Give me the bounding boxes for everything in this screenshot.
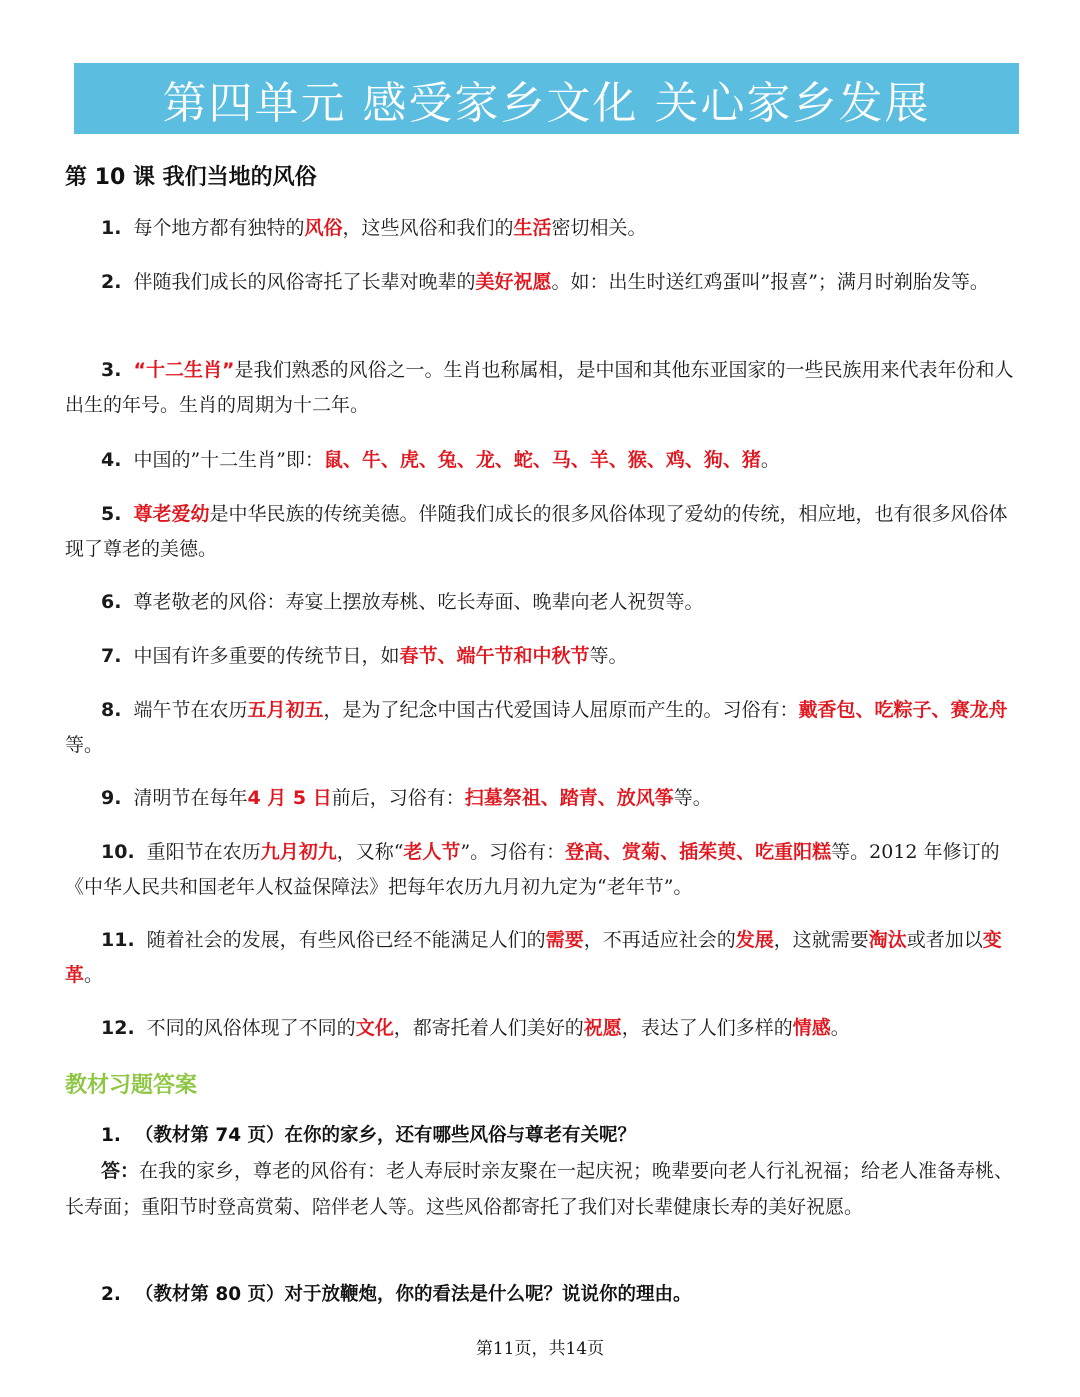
list-item bbox=[65, 443, 1015, 478]
item-text: 是中华民族的传统美德。伴随我们成长的很多风俗体现了爱幼的传统，相应地，也有很多风俗体现了尊老的美德。 bbox=[65, 503, 1008, 560]
lesson-title: 第 10 课 我们当地的风俗 bbox=[65, 165, 317, 190]
item-text: 中国的”十二生肖”即： bbox=[133, 449, 324, 471]
list-item bbox=[65, 639, 1015, 674]
item-number: 1. bbox=[101, 217, 122, 239]
item-number: 6. bbox=[101, 591, 122, 613]
item-text: 每个地方都有独特的 bbox=[133, 217, 305, 239]
highlighted-keyword: 登高、赏菊、插茱萸、吃重阳糕 bbox=[565, 841, 832, 863]
answer-1 bbox=[65, 1153, 1017, 1225]
highlighted-keyword: 九月初九 bbox=[260, 841, 337, 863]
item-number: 2. bbox=[101, 271, 122, 293]
highlighted-keyword: 春节、端午节和中秋节 bbox=[399, 645, 590, 667]
item-text: 端午节在农历 bbox=[133, 699, 248, 721]
item-number: 4. bbox=[101, 449, 122, 471]
item-text: 随着社会的发展，有些风俗已经不能满足人们的 bbox=[146, 929, 546, 951]
item-text: ，是为了纪念中国古代爱国诗人屈原而产生的。习俗有： bbox=[323, 699, 799, 721]
item-text: ，都寄托着人们美好的 bbox=[393, 1017, 584, 1039]
item-text: 等。 bbox=[65, 734, 104, 756]
item-number: 12. bbox=[101, 1017, 135, 1039]
highlighted-keyword: 老人节 bbox=[403, 841, 461, 863]
highlighted-keyword: 发展 bbox=[735, 929, 774, 951]
item-text: 是我们熟悉的风俗之一。生肖也称属相，是中国和其他东亚国家的一些民族用来代表年份和人出生的年号。生肖的周期为十二年。 bbox=[65, 359, 1014, 416]
list-item bbox=[65, 923, 1015, 993]
highlighted-keyword: 扫墓祭祖、踏青、放风筝 bbox=[464, 787, 674, 809]
item-text: ，这些风俗和我们的 bbox=[342, 217, 514, 239]
item-text: 不同的风俗体现了不同的 bbox=[146, 1017, 356, 1039]
item-number: 10. bbox=[101, 841, 135, 863]
item-text: 。 bbox=[84, 964, 104, 986]
list-item bbox=[65, 265, 1015, 300]
highlighted-keyword: 变革 bbox=[65, 929, 1002, 986]
item-number: 11. bbox=[101, 929, 135, 951]
question-number: 1. bbox=[101, 1125, 121, 1146]
highlighted-keyword: 美好祝愿 bbox=[475, 271, 552, 293]
highlighted-keyword: 4 月 5 日 bbox=[247, 787, 332, 809]
item-text: 。 bbox=[830, 1017, 850, 1039]
highlighted-keyword: 需要 bbox=[545, 929, 584, 951]
highlighted-keyword: 文化 bbox=[355, 1017, 394, 1039]
item-text: 前后，习俗有： bbox=[331, 787, 465, 809]
list-item bbox=[65, 211, 1015, 246]
unit-title: 第四单元 感受家乡文化 关心家乡发展 bbox=[162, 77, 931, 129]
highlighted-keyword: “十二生肖” bbox=[133, 359, 235, 381]
question-2 bbox=[65, 1277, 1015, 1312]
item-text: 等。2012 年修订的《中华人民共和国老年人权益保障法》把每年农历九月初九定为“老年节”。 bbox=[65, 841, 1000, 898]
item-text: ，不再适应社会的 bbox=[583, 929, 736, 951]
item-number: 7. bbox=[101, 645, 122, 667]
question-text: （教材第 74 页）在你的家乡，还有哪些风俗与尊老有关呢？ bbox=[134, 1125, 637, 1146]
item-text: 或者加以 bbox=[906, 929, 983, 951]
highlighted-keyword: 祝愿 bbox=[583, 1017, 622, 1039]
item-text: 。 bbox=[760, 449, 780, 471]
question-1 bbox=[65, 1118, 1015, 1153]
question-text: （教材第 80 页）对于放鞭炮，你的看法是什么呢？说说你的理由。 bbox=[134, 1284, 692, 1305]
answer-label: 答： bbox=[101, 1160, 140, 1182]
highlighted-keyword: 风俗 bbox=[304, 217, 343, 239]
list-item bbox=[65, 585, 1015, 620]
page-footer: 第11页，共14页 bbox=[475, 1339, 605, 1359]
item-text: 密切相关。 bbox=[551, 217, 647, 239]
item-text: ”。习俗有： bbox=[460, 841, 566, 863]
list-item bbox=[65, 353, 1015, 423]
highlighted-keyword: 情感 bbox=[792, 1017, 831, 1039]
highlighted-keyword: 尊老爱幼 bbox=[133, 503, 210, 525]
item-text: ，表达了人们多样的 bbox=[621, 1017, 793, 1039]
item-number: 9. bbox=[101, 787, 122, 809]
question-number: 2. bbox=[101, 1284, 121, 1305]
highlighted-keyword: 戴香包、吃粽子、赛龙舟 bbox=[798, 699, 1008, 721]
highlighted-keyword: 五月初五 bbox=[247, 699, 324, 721]
item-text: ，这就需要 bbox=[773, 929, 869, 951]
item-text: 等。 bbox=[589, 645, 628, 667]
list-item bbox=[65, 693, 1015, 763]
item-text: 尊老敬老的风俗：寿宴上摆放寿桃、吃长寿面、晚辈向老人祝贺等。 bbox=[133, 591, 704, 613]
item-text: 中国有许多重要的传统节日，如 bbox=[133, 645, 400, 667]
item-text: 清明节在每年 bbox=[133, 787, 248, 809]
highlighted-keyword: 淘汰 bbox=[868, 929, 907, 951]
item-number: 3. bbox=[101, 359, 122, 381]
item-number: 5. bbox=[101, 503, 122, 525]
list-item bbox=[65, 781, 1015, 816]
item-text: 等。 bbox=[673, 787, 712, 809]
item-text: 重阳节在农历 bbox=[146, 841, 261, 863]
highlighted-keyword: 生活 bbox=[513, 217, 552, 239]
unit-banner bbox=[74, 63, 1019, 134]
list-item bbox=[65, 1011, 1015, 1046]
list-item bbox=[65, 497, 1015, 567]
item-text: 。如：出生时送红鸡蛋叫”报喜”；满月时剃胎发等。 bbox=[551, 271, 989, 293]
item-number: 8. bbox=[101, 699, 122, 721]
answer-text: 在我的家乡，尊老的风俗有：老人寿辰时亲友聚在一起庆祝；晚辈要向老人行礼祝福；给老人准备寿桃、长寿面；重阳节时登高赏菊、陪伴老人等。这些风俗都寄托了我们对长辈健康长寿的美好祝愿。 bbox=[65, 1160, 1014, 1218]
item-text: ，又称“ bbox=[336, 841, 404, 863]
item-text: 伴随我们成长的风俗寄托了长辈对晚辈的 bbox=[133, 271, 476, 293]
list-item bbox=[65, 835, 1015, 905]
exercises-title: 教材习题答案 bbox=[65, 1073, 198, 1098]
highlighted-keyword: 鼠、牛、虎、兔、龙、蛇、马、羊、猴、鸡、狗、猪 bbox=[323, 449, 761, 471]
